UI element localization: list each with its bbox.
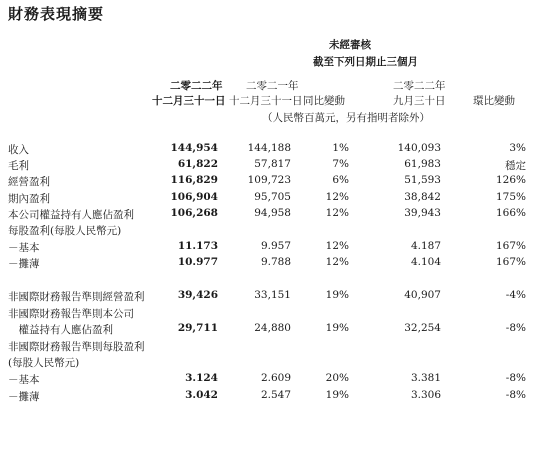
cell-q4-2022: 3.042 (185, 389, 218, 401)
header-col5: 環比變動 (473, 95, 515, 107)
row-label: 非國際財務報告準則經營盈利 (8, 291, 145, 303)
table-row (0, 142, 554, 156)
cell-q3-2022: 3.381 (410, 372, 441, 384)
cell-qoq-change: 167% (495, 240, 526, 252)
cell-q3-2022: 39,943 (404, 207, 441, 219)
cell-q4-2021: 95,705 (254, 191, 291, 203)
cell-q3-2022: 140,093 (397, 142, 441, 154)
cell-yoy-change: 12% (325, 207, 349, 219)
cell-q4-2021: 9.788 (260, 256, 291, 268)
header-col4-year: 二零二二年 (393, 80, 446, 92)
cell-q4-2021: 144,188 (247, 142, 291, 154)
cell-q3-2022: 61,983 (404, 158, 441, 170)
cell-q3-2022: 4.104 (410, 256, 441, 268)
cell-yoy-change: 19% (325, 389, 349, 401)
cell-qoq-change: 3% (509, 142, 526, 154)
cell-q4-2021: 33,151 (254, 289, 291, 301)
cell-q4-2021: 57,817 (254, 158, 291, 170)
cell-qoq-change: 穩定 (505, 160, 526, 172)
cell-q4-2022: 116,829 (170, 174, 218, 186)
cell-yoy-change: 6% (332, 174, 349, 186)
cell-qoq-change: 175% (495, 191, 526, 203)
table-row (0, 322, 554, 336)
cell-qoq-change: -8% (505, 322, 526, 334)
table-row (0, 240, 554, 254)
cell-q4-2022: 106,268 (170, 207, 218, 219)
table-row (0, 256, 554, 270)
cell-q3-2022: 3.306 (410, 389, 441, 401)
cell-qoq-change: -4% (505, 289, 526, 301)
cell-q4-2021: 94,958 (254, 207, 291, 219)
row-label: －基本 (8, 242, 40, 254)
cell-q4-2021: 9.957 (260, 240, 291, 252)
cell-q4-2021: 109,723 (247, 174, 291, 186)
header-col2-date: 十二月三十一日 (229, 95, 303, 107)
cell-yoy-change: 12% (325, 191, 349, 203)
row-label: 每股盈利(每股人民幣元) (8, 225, 122, 237)
cell-yoy-change: 20% (325, 372, 349, 384)
cell-qoq-change: 166% (495, 207, 526, 219)
row-label: 經營盈利 (8, 176, 50, 188)
header-col3: 同比變動 (303, 95, 345, 107)
table-row (0, 306, 554, 320)
cell-q4-2022: 106,904 (170, 191, 218, 203)
row-label: 收入 (8, 144, 29, 156)
cell-q4-2022: 29,711 (177, 322, 218, 334)
header-period: 截至下列日期止三個月 (313, 56, 418, 68)
cell-yoy-change: 19% (325, 289, 349, 301)
cell-qoq-change: -8% (505, 372, 526, 384)
header-unaudited: 未經審核 (329, 39, 371, 51)
row-label: 非國際財務報告準則每股盈利 (8, 341, 145, 353)
header-units: （人民幣百萬元，另有指明者除外） (262, 112, 430, 124)
cell-q3-2022: 40,907 (404, 289, 441, 301)
cell-q4-2022: 144,954 (170, 142, 218, 154)
cell-q4-2022: 3.124 (185, 372, 218, 384)
cell-q3-2022: 4.187 (410, 240, 441, 252)
row-label: －基本 (8, 374, 40, 386)
row-label: －攤薄 (8, 391, 40, 403)
table-row (0, 223, 554, 237)
table-row (0, 207, 554, 221)
table-row (0, 339, 554, 353)
row-label: (每股人民幣元) (8, 357, 80, 369)
row-label: 期內盈利 (8, 193, 50, 205)
cell-yoy-change: 12% (325, 240, 349, 252)
row-label: 非國際財務報告準則本公司 (8, 308, 134, 320)
table-row (0, 372, 554, 386)
cell-qoq-change: -8% (505, 389, 526, 401)
cell-q4-2021: 24,880 (254, 322, 291, 334)
cell-q3-2022: 51,593 (404, 174, 441, 186)
row-label: 毛利 (8, 160, 29, 172)
cell-q4-2022: 39,426 (177, 289, 218, 301)
header-col2-year: 二零二一年 (246, 80, 299, 92)
table-row (0, 158, 554, 172)
cell-yoy-change: 7% (332, 158, 349, 170)
header-col4-date: 九月三十日 (393, 95, 446, 107)
cell-qoq-change: 126% (495, 174, 526, 186)
header-col1-date: 十二月三十一日 (152, 95, 226, 107)
cell-q3-2022: 32,254 (404, 322, 441, 334)
cell-q4-2021: 2.609 (260, 372, 291, 384)
row-label: 權益持有人應佔盈利 (8, 324, 113, 336)
cell-q3-2022: 38,842 (404, 191, 441, 203)
row-label: －攤薄 (8, 258, 40, 270)
table-row (0, 355, 554, 369)
header-col1-year: 二零二二年 (170, 80, 223, 92)
table-row (0, 389, 554, 403)
cell-yoy-change: 19% (325, 322, 349, 334)
table-row (0, 191, 554, 205)
table-row (0, 289, 554, 303)
row-label: 本公司權益持有人應佔盈利 (8, 209, 134, 221)
cell-qoq-change: 167% (495, 256, 526, 268)
cell-q4-2022: 11.173 (177, 240, 218, 252)
cell-yoy-change: 1% (332, 142, 349, 154)
table-row (0, 174, 554, 188)
cell-q4-2022: 61,822 (177, 158, 218, 170)
cell-q4-2022: 10.977 (177, 256, 218, 268)
cell-q4-2021: 2.547 (260, 389, 291, 401)
cell-yoy-change: 12% (325, 256, 349, 268)
page-title: 財務表現摘要 (8, 5, 105, 23)
